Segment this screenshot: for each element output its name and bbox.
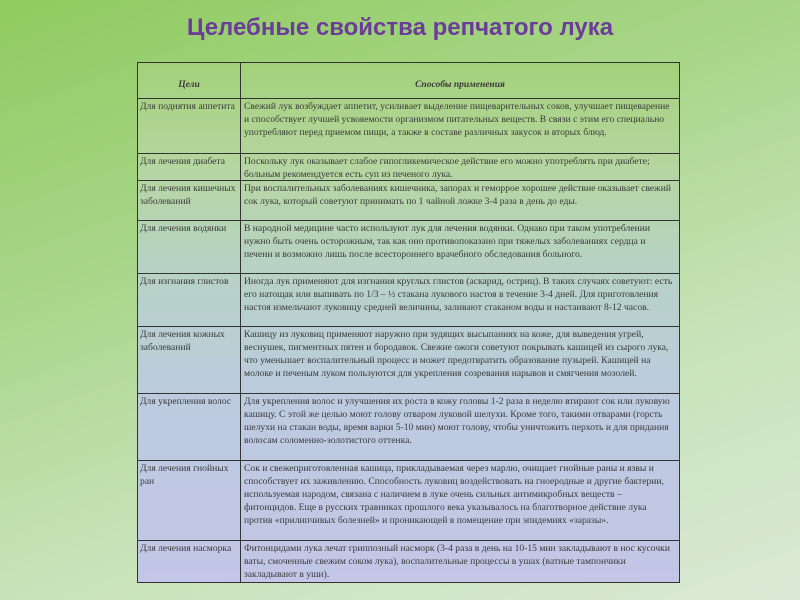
method-cell: Кашицу из луковиц применяют наружно при зудящих высыпаниях на коже, для выведения угрей, веснушек, пигментных пятен и бородавок. Свежие ожоги советуют покрывать кашицей из сырого лука, что уменьшает воспалительный процесс и может предотвратить образование пузырей. Кашицей на молоке и печеным луком пользуются для укрепления созревания нарывов и смягчения мозолей.: [244, 329, 669, 379]
table-row: [138, 98, 679, 153]
header-methods: Способы применения: [415, 80, 505, 90]
method-cell: При воспалительных заболеваниях кишечника, запорах и геморрое хорошее действие оказывает свежий сок лука, который советуют принимать по 1 чайной ложке 3-4 раза в день до еды.: [244, 183, 671, 207]
goal-cell: Для лечения кожных заболеваний: [138, 327, 241, 393]
method-cell: Свежий лук возбуждает аппетит, усиливает выделение пищеварительных соков, улучшает пищеварение и способствует лучшей усвояемости организмом питательных веществ. В связи с этим его специально употребляют перед приемом пищи, а также в составе различных закусок и вторых блюд.: [244, 101, 670, 138]
slide-title: Целебные свойства репчатого лука: [186, 14, 614, 41]
method-cell: Фитонцидами лука лечат гриппозный насморк (3-4 раза в день на 10-15 мин закладывают в нос кусочки ваты, смоченные свежим соком лука), воспалительные процессы в ушах (ватные тампончики закладывают в уши).: [244, 543, 670, 580]
method-cell: Для укрепления волос и улучшения их роста в кожу головы 1-2 раза в неделю втирают сок или луковую кашицу. С этой же целью моют голову отваром луковой шелухи. Кроме того, такими отварами (горсть шелухи на стакан воды, время варки 5-10 мин) моют голову, чтобы уничтожить перхоть и для придания волосам соломенно-золотистого оттенка.: [244, 396, 670, 446]
table-row: [138, 460, 679, 540]
method-cell: Сок и свежеприготовленная кашица, прикладываемая через марлю, очищает гнойные раны и язвы и способствует их заживлению. Способность луковиц воздействовать на гноеродные и другие бактерии, используемая народом, связана с наличием в луке очень сильных антимикробных веществ – фитонцидов. Еще в русских травниках прошлого века указывалось на благотворное действие лука против «прилипчивых болезней» и проникающей в помещение при эпидемиях «заразы».: [244, 463, 664, 526]
table-row: [138, 220, 679, 273]
header-goals: Цели: [138, 63, 241, 98]
goal-cell: Для лечения водянки: [138, 221, 241, 273]
table-row: [138, 180, 679, 220]
goal-cell: Для лечения кишечных заболеваний: [138, 181, 241, 220]
goal-cell: Для поднятия аппетита: [138, 99, 241, 153]
method-cell: Иногда лук применяют для изгнания круглых глистов (аскарид, остриц). В таких случаях советуют: есть его натощак или выпивать по 1/3 – ½ стакана лукового настоя в течение 3-4 дней. Для приготовления настоя измельчают луковицу средней величины, заливают стаканом воды и настаивают 8-12 часов.: [244, 276, 673, 313]
table-row: [138, 153, 679, 180]
goal-cell: Для лечения диабета: [138, 154, 241, 180]
goal-cell: Для изгнания глистов: [138, 274, 241, 326]
remedies-table: [137, 62, 680, 583]
goal-cell: Для лечения гнойных ран: [138, 461, 241, 540]
table-row: [138, 393, 679, 460]
goal-cell: Для лечения насморка: [138, 541, 241, 582]
table-row: [138, 273, 679, 326]
goal-cell: Для укрепления волос: [138, 394, 241, 460]
method-cell: Поскольку лук оказывает слабое гипогликемическое действие его можно употреблять при диабете; больным рекомендуется есть суп из печеного лука.: [244, 156, 650, 180]
table-row: [138, 326, 679, 393]
table-header-row: [138, 63, 679, 98]
table-row: [138, 540, 679, 582]
method-cell: В народной медицине часто используют лук для лечения водянки. Однако при таком употреблении нужно быть очень осторожным, так как оно противопоказано при тяжелых заболеваниях сердца и печени и возможно лишь после всестороннего врачебного обследования больного.: [244, 223, 650, 260]
